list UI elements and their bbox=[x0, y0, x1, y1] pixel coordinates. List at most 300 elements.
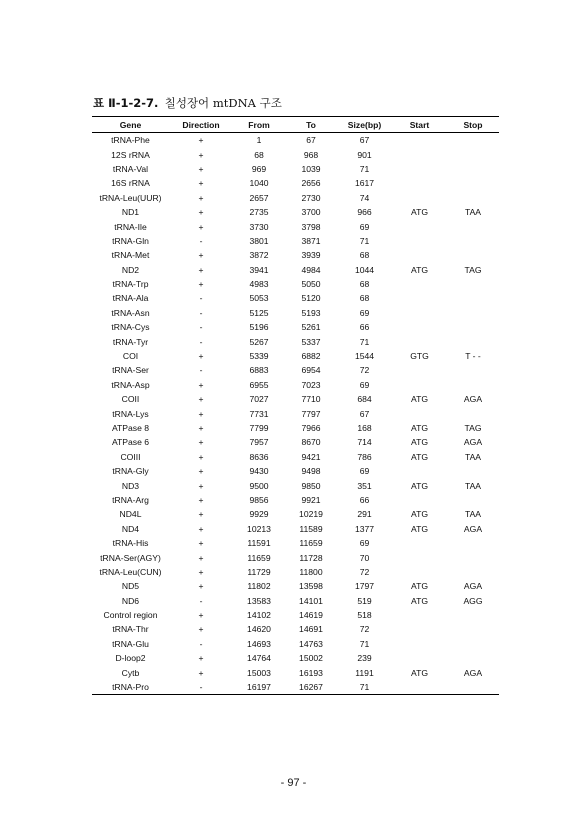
gene-cell: tRNA-His bbox=[112, 538, 149, 549]
size-cell: 72 bbox=[359, 566, 370, 577]
stop-codon-cell: AGA bbox=[463, 581, 483, 592]
start-codon-cell: ATG bbox=[410, 595, 429, 606]
from-cell: 6955 bbox=[249, 379, 269, 390]
start-codon-cell bbox=[392, 234, 447, 248]
size-cell: 71 bbox=[337, 680, 392, 695]
to-cell: 67 bbox=[306, 135, 316, 146]
to-cell: 15002 bbox=[299, 653, 323, 664]
size-cell: 1377 bbox=[354, 523, 375, 534]
stop-codon-cell bbox=[447, 191, 499, 205]
size-cell: 69 bbox=[359, 221, 370, 232]
size-cell: 71 bbox=[359, 336, 370, 347]
from-cell: 13583 bbox=[247, 595, 271, 606]
from-cell: 5053 bbox=[249, 293, 269, 304]
gene-cell: ND1 bbox=[121, 207, 140, 218]
table-row bbox=[92, 680, 499, 695]
stop-codon-cell bbox=[447, 608, 499, 622]
page-number: - 97 - bbox=[280, 777, 307, 789]
size-cell: 72 bbox=[359, 365, 370, 376]
from-cell: 11659 bbox=[247, 552, 271, 563]
stop-codon-cell: TAA bbox=[464, 509, 482, 520]
table-row bbox=[92, 320, 499, 334]
start-codon-cell bbox=[392, 306, 447, 320]
size-cell: 168 bbox=[357, 423, 372, 433]
start-codon-cell bbox=[392, 219, 447, 233]
direction-cell: + bbox=[198, 480, 204, 491]
stop-codon-cell bbox=[447, 363, 499, 377]
start-codon-cell bbox=[392, 320, 447, 334]
start-codon-cell bbox=[392, 608, 447, 622]
table-row bbox=[92, 306, 499, 320]
direction-cell: + bbox=[198, 451, 204, 462]
from-cell: 3941 bbox=[249, 264, 269, 275]
size-cell: 69 bbox=[359, 307, 370, 318]
gene-cell: ND3 bbox=[121, 480, 140, 491]
header-from: From bbox=[233, 117, 285, 133]
gene-cell: Cytb bbox=[121, 667, 140, 678]
from-cell: 9430 bbox=[249, 466, 269, 477]
start-codon-cell bbox=[392, 147, 447, 161]
size-cell: 966 bbox=[357, 207, 372, 218]
gene-cell: tRNA-Asp bbox=[111, 379, 150, 390]
to-cell: 14691 bbox=[299, 624, 323, 635]
table-row bbox=[92, 622, 499, 636]
start-codon-cell bbox=[392, 651, 447, 665]
from-cell: 5339 bbox=[249, 351, 269, 362]
header-stop: Stop bbox=[447, 117, 499, 133]
from-cell: 7799 bbox=[249, 423, 269, 433]
stop-codon-cell: TAA bbox=[464, 207, 482, 218]
from-cell: 3872 bbox=[249, 250, 269, 261]
to-cell: 3871 bbox=[301, 235, 321, 246]
to-cell: 5050 bbox=[301, 279, 321, 290]
table-row bbox=[92, 565, 499, 579]
gene-cell: tRNA-Leu(CUN) bbox=[99, 566, 162, 577]
from-cell: 7731 bbox=[249, 408, 269, 419]
size-cell: 67 bbox=[359, 408, 370, 419]
to-cell: 3939 bbox=[301, 250, 321, 261]
gene-cell: tRNA-Ala bbox=[112, 293, 149, 304]
from-cell: 2657 bbox=[249, 192, 269, 203]
from-cell: 10213 bbox=[247, 523, 271, 534]
direction-cell: + bbox=[198, 610, 204, 621]
start-codon-cell bbox=[392, 406, 447, 420]
stop-codon-cell bbox=[447, 234, 499, 248]
stop-codon-cell bbox=[447, 162, 499, 176]
table-row bbox=[92, 263, 499, 277]
direction-cell: + bbox=[198, 523, 204, 534]
gene-cell: tRNA-Lys bbox=[112, 408, 149, 419]
to-cell: 3700 bbox=[301, 207, 321, 218]
from-cell: 9856 bbox=[249, 494, 269, 505]
table-row bbox=[92, 651, 499, 665]
gene-cell: ND4L bbox=[119, 509, 142, 520]
gene-cell: tRNA-Thr bbox=[112, 624, 149, 635]
start-codon-cell bbox=[392, 565, 447, 579]
size-cell: 684 bbox=[357, 394, 372, 405]
mtdna-structure-table bbox=[92, 116, 499, 695]
stop-codon-cell bbox=[447, 651, 499, 665]
table-caption-title: 칠성장어 mtDNA 구조 bbox=[164, 96, 282, 110]
start-codon-cell bbox=[392, 622, 447, 636]
to-cell: 6882 bbox=[301, 351, 321, 362]
start-codon-cell bbox=[392, 378, 447, 392]
direction-cell: + bbox=[198, 221, 204, 232]
stop-codon-cell bbox=[447, 277, 499, 291]
from-cell: 1040 bbox=[249, 178, 269, 189]
direction-cell: - bbox=[199, 322, 203, 333]
stop-codon-cell bbox=[447, 378, 499, 392]
direction-cell: + bbox=[198, 566, 204, 577]
to-cell: 14763 bbox=[299, 638, 323, 649]
direction-cell: + bbox=[198, 351, 204, 362]
table-row bbox=[92, 507, 499, 521]
direction-cell: - bbox=[199, 235, 203, 246]
stop-codon-cell: AGA bbox=[463, 437, 483, 448]
header-direction: Direction bbox=[169, 117, 233, 133]
header-size: Size(bp) bbox=[337, 117, 392, 133]
table-row bbox=[92, 291, 499, 305]
gene-cell: COII bbox=[121, 394, 140, 405]
to-cell: 14619 bbox=[299, 610, 323, 621]
table-row bbox=[92, 579, 499, 593]
from-cell: 68 bbox=[254, 149, 264, 160]
table-row bbox=[92, 522, 499, 536]
table-body bbox=[92, 133, 499, 695]
to-cell: 1039 bbox=[301, 163, 321, 174]
to-cell: 4984 bbox=[301, 264, 321, 275]
gene-cell: tRNA-Tyr bbox=[112, 336, 149, 347]
size-cell: 71 bbox=[359, 163, 370, 174]
gene-cell: tRNA-Leu(UUR) bbox=[99, 192, 162, 203]
size-cell: 69 bbox=[359, 466, 370, 477]
size-cell: 1544 bbox=[354, 351, 375, 362]
from-cell: 7027 bbox=[249, 394, 269, 405]
to-cell: 11728 bbox=[299, 552, 323, 563]
to-cell: 8670 bbox=[301, 437, 321, 448]
table-row bbox=[92, 637, 499, 651]
table-row bbox=[92, 205, 499, 219]
from-cell: 14620 bbox=[247, 624, 271, 635]
start-codon-cell bbox=[392, 133, 447, 148]
stop-codon-cell bbox=[447, 406, 499, 420]
size-cell: 291 bbox=[357, 509, 372, 520]
start-codon-cell bbox=[392, 637, 447, 651]
table-row bbox=[92, 219, 499, 233]
start-codon-cell: ATG bbox=[410, 451, 429, 462]
stop-codon-cell bbox=[447, 464, 499, 478]
table-row bbox=[92, 363, 499, 377]
to-cell: 7710 bbox=[301, 394, 321, 405]
start-codon-cell: GTG bbox=[410, 351, 429, 362]
direction-cell: - bbox=[199, 365, 203, 376]
gene-cell: tRNA-Arg bbox=[112, 494, 149, 505]
stop-codon-cell bbox=[447, 536, 499, 550]
stop-codon-cell: T - - bbox=[465, 351, 481, 362]
gene-cell: ND4 bbox=[121, 523, 140, 534]
start-codon-cell bbox=[392, 464, 447, 478]
from-cell: 3801 bbox=[249, 235, 269, 246]
header-to: To bbox=[285, 117, 337, 133]
table-row bbox=[92, 435, 499, 449]
size-cell: 1191 bbox=[355, 667, 374, 678]
from-cell: 14693 bbox=[247, 638, 271, 649]
stop-codon-cell: TAG bbox=[464, 264, 482, 275]
stop-codon-cell bbox=[447, 680, 499, 695]
table-row bbox=[92, 334, 499, 348]
to-cell: 14101 bbox=[299, 595, 323, 606]
direction-cell: + bbox=[198, 379, 204, 390]
table-row bbox=[92, 191, 499, 205]
table-row bbox=[92, 349, 499, 363]
start-codon-cell: ATG bbox=[410, 509, 429, 520]
table-row bbox=[92, 147, 499, 161]
to-cell: 2730 bbox=[301, 192, 321, 203]
size-cell: 68 bbox=[359, 279, 370, 290]
direction-cell: + bbox=[198, 149, 204, 160]
to-cell: 9850 bbox=[301, 480, 321, 491]
size-cell: 714 bbox=[357, 437, 372, 448]
direction-cell: + bbox=[198, 250, 204, 261]
to-cell: 5193 bbox=[301, 307, 321, 318]
size-cell: 74 bbox=[359, 192, 370, 203]
to-cell: 968 bbox=[303, 149, 319, 160]
stop-codon-cell bbox=[447, 493, 499, 507]
gene-cell: ND6 bbox=[121, 595, 140, 606]
direction-cell: + bbox=[198, 581, 204, 592]
direction-cell: + bbox=[198, 538, 204, 549]
size-cell: 518 bbox=[357, 610, 372, 621]
gene-cell: tRNA-Gln bbox=[112, 235, 149, 246]
stop-codon-cell: TAA bbox=[464, 480, 482, 491]
direction-cell: + bbox=[198, 437, 204, 448]
direction-cell: - bbox=[169, 680, 233, 695]
to-cell: 16193 bbox=[299, 667, 323, 678]
size-cell: 239 bbox=[357, 653, 372, 664]
table-row bbox=[92, 421, 499, 435]
start-codon-cell: ATG bbox=[410, 523, 429, 534]
table-row bbox=[92, 536, 499, 550]
to-cell: 13598 bbox=[299, 581, 323, 592]
to-cell: 7023 bbox=[301, 379, 321, 390]
to-cell: 3798 bbox=[301, 221, 321, 232]
header-gene: Gene bbox=[92, 117, 169, 133]
table-row bbox=[92, 378, 499, 392]
direction-cell: + bbox=[198, 667, 204, 678]
direction-cell: + bbox=[198, 466, 204, 477]
size-cell: 66 bbox=[359, 322, 370, 333]
table-row bbox=[92, 478, 499, 492]
to-cell: 16267 bbox=[285, 680, 337, 695]
size-cell: 1797 bbox=[354, 581, 375, 592]
start-codon-cell: ATG bbox=[410, 581, 429, 592]
table-row bbox=[92, 608, 499, 622]
gene-cell: tRNA-Ser(AGY) bbox=[100, 552, 161, 563]
direction-cell: + bbox=[198, 509, 204, 520]
direction-cell: + bbox=[198, 192, 204, 203]
start-codon-cell bbox=[392, 191, 447, 205]
from-cell: 11802 bbox=[247, 581, 271, 592]
table-caption-label: 표 Ⅱ-1-2-7. bbox=[93, 96, 159, 110]
stop-codon-cell bbox=[447, 334, 499, 348]
from-cell: 11591 bbox=[247, 538, 271, 549]
gene-cell: ATPase 8 bbox=[111, 423, 150, 433]
from-cell: 9500 bbox=[249, 480, 269, 491]
size-cell: 68 bbox=[359, 250, 370, 261]
table-row bbox=[92, 392, 499, 406]
table-row bbox=[92, 665, 499, 679]
from-cell: 4983 bbox=[249, 279, 269, 290]
direction-cell: - bbox=[199, 595, 203, 606]
gene-cell: ATPase 6 bbox=[111, 437, 150, 448]
direction-cell: + bbox=[198, 423, 204, 433]
start-codon-cell: ATG bbox=[410, 264, 429, 275]
size-cell: 69 bbox=[359, 379, 370, 390]
to-cell: 5120 bbox=[301, 293, 321, 304]
stop-codon-cell: AGG bbox=[463, 595, 483, 606]
table-row bbox=[92, 133, 499, 148]
table-row bbox=[92, 176, 499, 190]
table-header-row bbox=[92, 117, 499, 133]
start-codon-cell: ATG bbox=[410, 394, 429, 405]
start-codon-cell bbox=[392, 162, 447, 176]
gene-cell: tRNA-Gly bbox=[112, 466, 149, 477]
stop-codon-cell bbox=[447, 291, 499, 305]
from-cell: 11729 bbox=[247, 566, 271, 577]
size-cell: 72 bbox=[359, 624, 370, 635]
gene-cell: tRNA-Ile bbox=[114, 221, 147, 232]
from-cell: 2735 bbox=[249, 207, 269, 218]
start-codon-cell: ATG bbox=[410, 207, 429, 218]
table-row bbox=[92, 406, 499, 420]
from-cell: 1 bbox=[256, 135, 262, 146]
table-row bbox=[92, 277, 499, 291]
direction-cell: + bbox=[198, 279, 204, 290]
stop-codon-cell bbox=[447, 133, 499, 148]
size-cell: 69 bbox=[359, 538, 370, 549]
to-cell: 11800 bbox=[299, 566, 323, 577]
gene-cell: tRNA-Asn bbox=[111, 307, 150, 318]
start-codon-cell bbox=[392, 334, 447, 348]
direction-cell: + bbox=[198, 494, 204, 505]
gene-cell: 12S rRNA bbox=[111, 149, 150, 160]
gene-cell: COIII bbox=[120, 451, 141, 462]
to-cell: 5337 bbox=[301, 336, 321, 347]
size-cell: 66 bbox=[359, 494, 370, 505]
from-cell: 14102 bbox=[247, 610, 271, 621]
from-cell: 7957 bbox=[249, 437, 269, 448]
direction-cell: + bbox=[198, 408, 204, 419]
header-start: Start bbox=[392, 117, 447, 133]
stop-codon-cell bbox=[447, 147, 499, 161]
gene-cell: 16S rRNA bbox=[111, 178, 150, 189]
size-cell: 71 bbox=[359, 638, 370, 649]
to-cell: 9498 bbox=[301, 466, 321, 477]
stop-codon-cell: AGA bbox=[463, 394, 483, 405]
table-row bbox=[92, 162, 499, 176]
table-row bbox=[92, 234, 499, 248]
direction-cell: + bbox=[198, 552, 204, 563]
start-codon-cell: ATG bbox=[410, 423, 429, 433]
direction-cell: - bbox=[199, 336, 203, 347]
stop-codon-cell bbox=[447, 306, 499, 320]
gene-cell: tRNA-Trp bbox=[112, 279, 149, 290]
gene-cell: ND5 bbox=[121, 581, 140, 592]
table-row bbox=[92, 450, 499, 464]
table-row bbox=[92, 248, 499, 262]
start-codon-cell bbox=[392, 248, 447, 262]
size-cell: 70 bbox=[359, 552, 370, 563]
start-codon-cell bbox=[392, 550, 447, 564]
direction-cell: + bbox=[198, 394, 204, 405]
from-cell: 5125 bbox=[249, 307, 269, 318]
from-cell: 8636 bbox=[249, 451, 269, 462]
size-cell: 68 bbox=[359, 293, 370, 304]
direction-cell: - bbox=[199, 638, 203, 649]
stop-codon-cell: TAG bbox=[464, 423, 482, 433]
from-cell: 6883 bbox=[249, 365, 269, 376]
direction-cell: + bbox=[198, 163, 204, 174]
stop-codon-cell bbox=[447, 637, 499, 651]
start-codon-cell bbox=[392, 176, 447, 190]
direction-cell: + bbox=[198, 624, 204, 635]
stop-codon-cell bbox=[447, 320, 499, 334]
from-cell: 5196 bbox=[249, 322, 269, 333]
to-cell: 7797 bbox=[301, 408, 321, 419]
gene-cell: tRNA-Glu bbox=[112, 638, 149, 649]
stop-codon-cell bbox=[447, 176, 499, 190]
from-cell: 5267 bbox=[249, 336, 269, 347]
to-cell: 6954 bbox=[301, 365, 321, 376]
start-codon-cell bbox=[392, 363, 447, 377]
start-codon-cell: ATG bbox=[410, 667, 429, 678]
stop-codon-cell bbox=[447, 219, 499, 233]
stop-codon-cell bbox=[447, 565, 499, 579]
stop-codon-cell: AGA bbox=[463, 523, 483, 534]
gene-cell: COI bbox=[122, 351, 139, 362]
to-cell: 9921 bbox=[301, 494, 321, 505]
to-cell: 2656 bbox=[301, 178, 321, 189]
from-cell: 16197 bbox=[233, 680, 285, 695]
size-cell: 901 bbox=[357, 149, 372, 160]
gene-cell: D-loop2 bbox=[115, 653, 146, 664]
stop-codon-cell: TAA bbox=[464, 451, 482, 462]
start-codon-cell bbox=[392, 291, 447, 305]
gene-cell: ND2 bbox=[121, 264, 140, 275]
size-cell: 67 bbox=[359, 135, 370, 146]
from-cell: 9929 bbox=[249, 509, 269, 520]
to-cell: 11589 bbox=[299, 523, 323, 534]
start-codon-cell: ATG bbox=[410, 480, 429, 491]
stop-codon-cell: AGA bbox=[463, 667, 483, 678]
start-codon-cell bbox=[392, 680, 447, 695]
to-cell: 11659 bbox=[299, 538, 323, 549]
start-codon-cell bbox=[392, 277, 447, 291]
start-codon-cell: ATG bbox=[410, 437, 429, 448]
start-codon-cell bbox=[392, 493, 447, 507]
size-cell: 1617 bbox=[354, 178, 375, 189]
table-caption bbox=[93, 95, 282, 111]
to-cell: 5261 bbox=[301, 322, 321, 333]
gene-cell: tRNA-Phe bbox=[111, 135, 150, 146]
gene-cell: tRNA-Cys bbox=[111, 322, 150, 333]
direction-cell: + bbox=[198, 178, 204, 189]
size-cell: 71 bbox=[359, 235, 370, 246]
to-cell: 9421 bbox=[301, 451, 321, 462]
from-cell: 969 bbox=[251, 163, 267, 174]
direction-cell: + bbox=[198, 264, 204, 275]
stop-codon-cell bbox=[447, 248, 499, 262]
